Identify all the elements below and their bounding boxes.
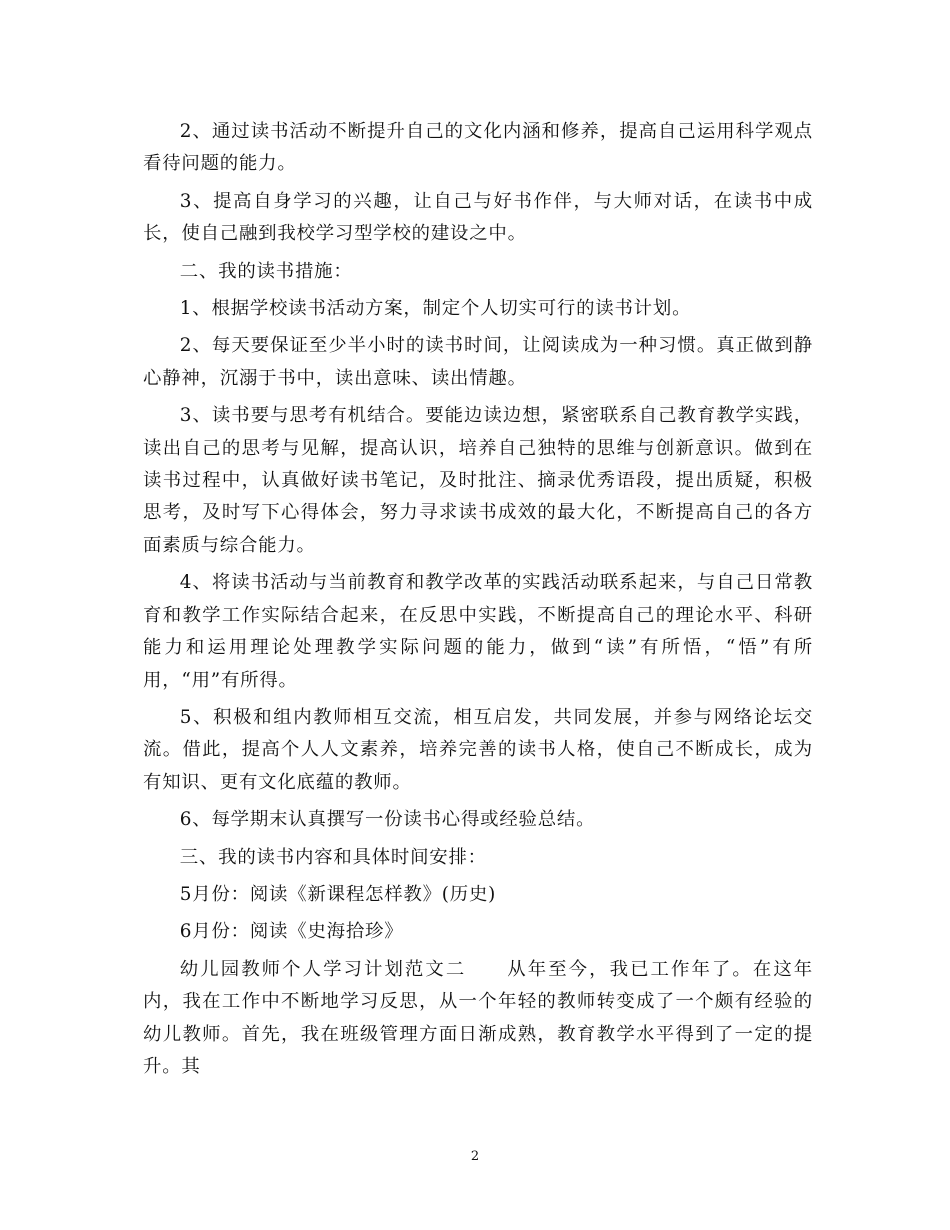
paragraph-goal-2: 2、通过读书活动不断提升自己的文化内涵和修养，提高自己运用科学观点看待问题的能力。: [143, 121, 813, 175]
document-body: [143, 116, 813, 1088]
page-number: 2: [470, 1149, 480, 1164]
section-heading-schedule: 三、我的读书内容和具体时间安排：: [179, 846, 487, 868]
paragraph-measure-4: 4、将读书活动与当前教育和教学改革的实践活动联系起来，与自己日常教育和教学工作实际结合起来，在反思中实践，不断提高自己的理论水平、科研能力和运用理论处理教学实际问题的能力，做到“读”有所悟，“悟”有所用，“用”有所得。: [143, 572, 813, 691]
paragraph-measure-3: 3、读书要与思考有机结合。要能边读边想，紧密联系自己教育教学实践，读出自己的思考与见解，提高认识，培养自己独特的思维与创新意识。做到在读书过程中，认真做好读书笔记，及时批注、摘录优秀语段，提出质疑，积极思考，及时写下心得体会，努力寻求读书成效的最大化，不断提高自己的各方面素质与综合能力。: [143, 405, 813, 556]
paragraph-measure-2: 2、每天要保证至少半小时的读书时间，让阅读成为一种习惯。真正做到静心静神，沉溺于书中，读出意味、读出情趣。: [143, 335, 813, 389]
paragraph-goal-3: 3、提高自身学习的兴趣，让自己与好书作伴，与大师对话，在读书中成长，使自己融到我校学习型学校的建设之中。: [143, 190, 813, 245]
section-heading-measures: 二、我的读书措施：: [179, 260, 353, 282]
paragraph-sample-two: 幼儿园教师个人学习计划范文二 从年至今，我已工作年了。在这年内，我在工作中不断地学习反思，从一个年轻的教师转变成了一个颇有经验的幼儿教师。首先，我在班级管理方面日渐成熟，教育教学水平得到了一定的提升。其: [143, 958, 813, 1077]
schedule-item-may: 5月份：阅读《新课程怎样教》(历史): [179, 883, 497, 905]
schedule-item-june: 6月份：阅读《史海拾珍》: [179, 921, 404, 943]
paragraph-measure-5: 5、积极和组内教师相互交流，相互启发，共同发展，并参与网络论坛交流。借此，提高个人人文素养，培养完善的读书人格，使自己不断成长，成为有知识、更有文化底蕴的教师。: [143, 706, 813, 793]
paragraph-measure-1: 1、根据学校读书活动方案，制定个人切实可行的读书计划。: [179, 298, 692, 320]
paragraph-measure-6: 6、每学期末认真撰写一份读书心得或经验总结。: [179, 809, 596, 831]
